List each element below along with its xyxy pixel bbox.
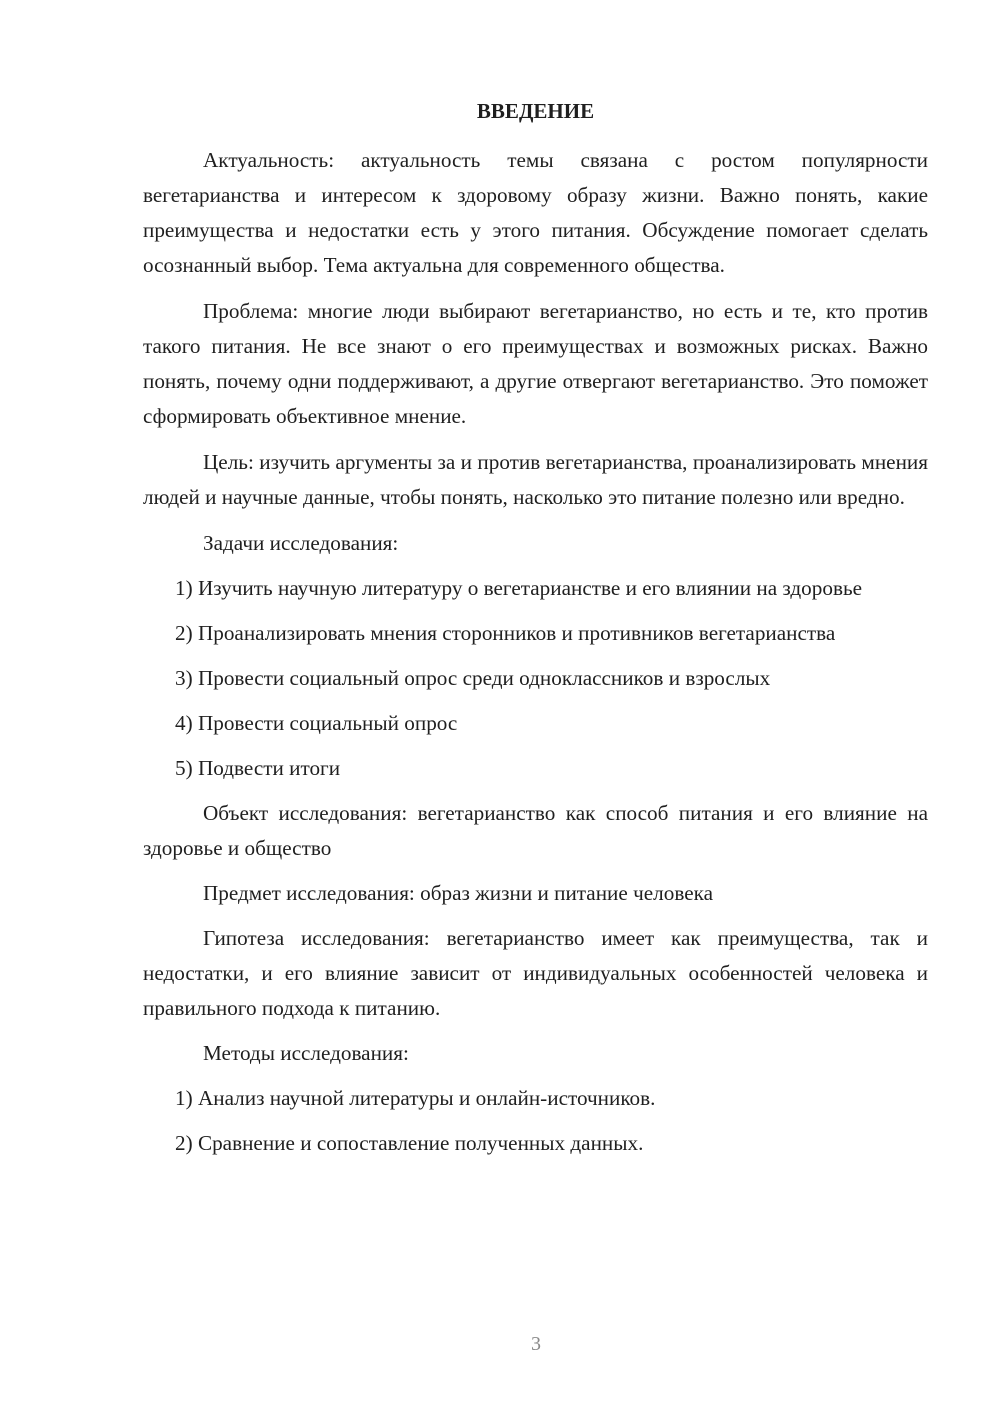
- object-paragraph: Объект исследования: вегетарианство как способ питания и его влияние на здоровье и общество: [143, 801, 928, 860]
- page-title: ВВЕДЕНИЕ: [476, 99, 595, 123]
- task-item: 4) Провести социальный опрос: [175, 711, 458, 735]
- methods-heading: Методы исследования:: [203, 1041, 409, 1065]
- tasks-heading: Задачи исследования:: [203, 531, 399, 555]
- hypothesis-paragraph: Гипотеза исследования: вегетарианство имеет как преимущества, так и недостатки, и его влияние зависит от индивидуальных особенностей человека и правильного подхода к питанию.: [143, 926, 928, 1020]
- method-item: 1) Анализ научной литературы и онлайн-источников.: [175, 1086, 656, 1110]
- goal-paragraph: Цель: изучить аргументы за и против вегетарианства, проанализировать мнения людей и научные данные, чтобы понять, насколько это питание полезно или вредно.: [143, 450, 928, 509]
- subject-paragraph: Предмет исследования: образ жизни и питание человека: [203, 881, 713, 905]
- page-number: 3: [531, 1333, 541, 1355]
- relevance-paragraph: Актуальность: актуальность темы связана с ростом популярности вегетарианства и интересом к здоровому образу жизни. Важно понять, какие преимущества и недостатки есть у этого питания. Обсуждение помогает сделать осознанный выбор. Тема актуальна для современного общества.: [143, 148, 928, 277]
- task-item: 5) Подвести итоги: [175, 756, 341, 780]
- method-item: 2) Сравнение и сопоставление полученных данных.: [175, 1131, 644, 1155]
- task-item: 1) Изучить научную литературу о вегетарианстве и его влиянии на здоровье: [175, 576, 863, 600]
- problem-paragraph: Проблема: многие люди выбирают вегетарианство, но есть и те, кто против такого питания. Не все знают о его преимуществах и возможных рисках. Важно понять, почему одни поддерживают, а другие отвергают вегетарианство. Это поможет сформировать объективное мнение.: [143, 299, 928, 428]
- document-body: [143, 97, 928, 1161]
- task-item: 2) Проанализировать мнения сторонников и противников вегетарианства: [175, 621, 836, 645]
- task-item: 3) Провести социальный опрос среди одноклассников и взрослых: [175, 666, 771, 690]
